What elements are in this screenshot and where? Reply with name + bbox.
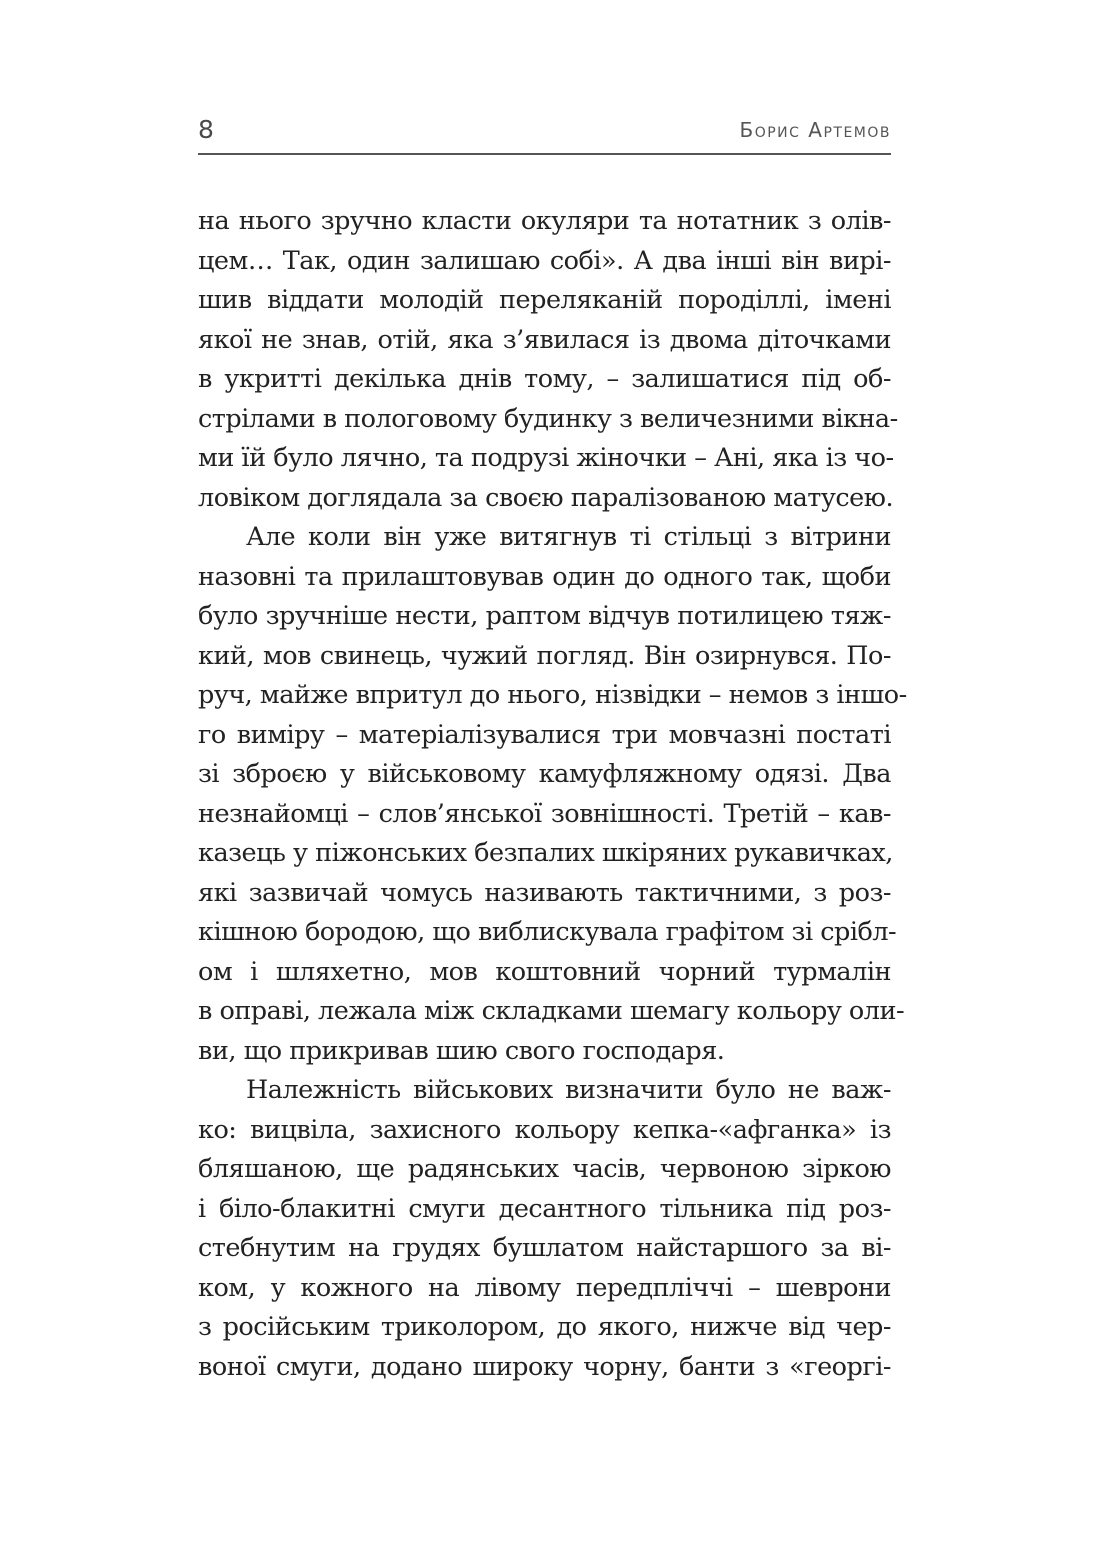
text-line: якої не знав, отій, яка з’явилася із двома діточками: [198, 324, 891, 355]
text-line: кий, мов свинець, чужий погляд. Він озирнувся. По-: [198, 640, 891, 671]
body-text: [198, 202, 907, 1387]
text-line: в укритті декілька днів тому, – залишатися під об-: [198, 364, 891, 394]
text-line: і біло-блакитні смуги десантного тільника під роз-: [198, 1193, 891, 1224]
text-line: цем… Так, один залишаю собі». А два інші він вирі-: [198, 245, 891, 276]
text-line: стрілами в пологовому будинку з величезними вікна-: [198, 403, 898, 434]
text-line: ви, що прикривав шию свого господаря.: [198, 1035, 725, 1066]
header-rule: [198, 153, 891, 155]
text-line: зі зброєю у військовому камуфляжному одязі. Два: [198, 759, 891, 789]
running-head: [198, 110, 891, 146]
text-line: на нього зручно класти окуляри та нотатник з олів-: [198, 206, 891, 236]
text-line: в оправі, лежала між складками шемагу кольору оли-: [198, 996, 905, 1026]
text-line: ми їй було лячно, та подрузі жіночки – Ані, яка із чо-: [198, 443, 894, 473]
text-line: було зручніше нести, раптом відчув потилицею тяж-: [198, 601, 891, 631]
text-line: ом і шляхетно, мов коштовний чорний турмалін: [198, 956, 891, 987]
text-line: Але коли він уже витягнув ті стільці з вітрини: [246, 522, 891, 552]
text-line: го виміру – матеріалізувалися три мовчазні постаті: [198, 719, 891, 750]
text-line: незнайомці – слов’янської зовнішності. Третій – кав-: [198, 798, 891, 829]
text-line: казець у піжонських безпалих шкіряних рукавичках,: [198, 838, 893, 868]
text-line: воної смуги, додано широку чорну, банти з «георгі-: [198, 1351, 891, 1382]
text-line: ловіком доглядала за своєю паралізованою матусею.: [198, 482, 894, 513]
text-line: руч, майже впритул до нього, нізвідки – немов з іншо-: [198, 680, 907, 710]
text-line: Належність військових визначити було не важ-: [246, 1075, 891, 1105]
text-line: ком, у кожного на лівому передпліччі – шеврони: [198, 1272, 891, 1303]
text-line: які зазвичай чомусь називають тактичними, з роз-: [198, 877, 891, 908]
text-line: кішною бородою, що виблискувала графітом зі срібл-: [198, 917, 897, 947]
text-line: ко: вицвіла, захисного кольору кепка-«афганка» із: [198, 1114, 891, 1145]
text-line: бляшаною, ще радянських часів, червоною зіркою: [198, 1154, 891, 1184]
text-line: шив віддати молодій переляканій породіллі, імені: [198, 285, 891, 315]
page-number: 8: [198, 115, 214, 144]
text-line: з російським триколором, до якого, нижче від чер-: [198, 1312, 891, 1342]
text-line: назовні та прилаштовував один до одного так, щоби: [198, 561, 891, 592]
text-line: стебнутим на грудях бушлатом найстаршого за ві-: [198, 1233, 891, 1263]
running-head-author: Борис Артемов: [739, 118, 891, 142]
